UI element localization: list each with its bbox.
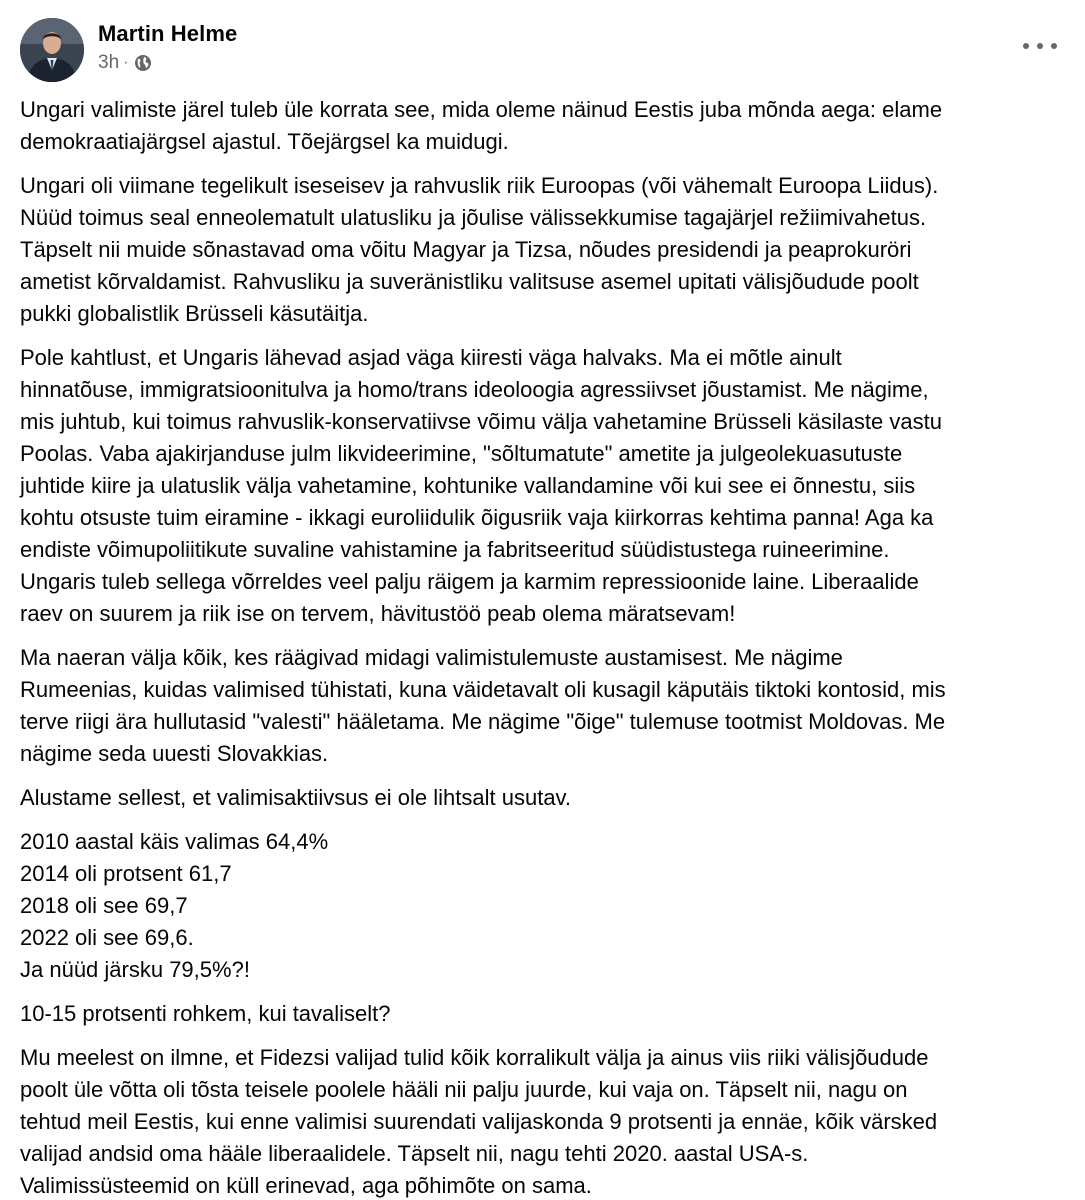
more-horizontal-icon [1023,43,1029,49]
turnout-line: 2014 oli protsent 61,7 [20,861,232,886]
turnout-line: 2018 oli see 69,7 [20,893,188,918]
post-subline [98,52,237,74]
more-horizontal-icon [1051,43,1057,49]
turnout-line: Ja nüüd järsku 79,5%?! [20,957,250,982]
separator-dot: · [123,54,129,71]
turnout-line: 2010 aastal käis valimas 64,4% [20,829,329,854]
turnout-line: 2022 oli see 69,6. [20,925,194,950]
globe-icon[interactable] [134,54,152,72]
post-paragraph: Mu meelest on ilmne, et Fidezsi valijad tulid kõik korralikult välja ja ainus viis riiki välisjõudude poolt üle võtta oli tõsta teisele poolele hääli nii palju juurde, kui vaja on. Täpselt nii, nagu on tehtud meil Eestis, kui enne valimisi suurendati valijaskonda 9 protsenti ja ennäe, kõik värsked valijad andsid oma hääle liberaalidele. Täpselt nii, nagu tehti 2020. aastal USA-s. Valimissüsteemid on küll erinevad, aga põhimõte on sama. [20,1045,938,1198]
post-paragraph: Ma naeran välja kõik, kes räägivad midagi valimistulemuste austamisest. Me nägime Rumeenias, kuidas valimised tühistati, kuna väidetavalt oli kusagil käputäis tiktoki kontosid, mis terve riigi ära hullutasid "valesti" hääletama. Me nägime "õige" tulemuse tootmist Moldovas. Me nägime seda uuesti Slovakkias. [20,645,946,766]
post-meta [98,18,237,74]
post-paragraph: Pole kahtlust, et Ungaris lähevad asjad väga kiiresti väga halvaks. Ma ei mõtle ainult hinnatõuse, immigratsioonitulva ja homo/trans ideoloogia agressiivset jõustamist. Me nägime, mis juhtub, kui toimus rahvuslik-konservatiivse võimu välja vahetamine Brüsseli käsilaste vastu Poolas. Vaba ajakirjanduse julm likvideerimine, "sõltumatute" ametite ja julgeolekuasutuste juhtide kiire ja ulatuslik välja vahetamine, kohtunike vallandamine või kui see ei õnnestu, siis kohtu otsuste tuim eiramine - ikkagi euroliidulik õigusriik vaja kiirkorras kehtima panna! Aga ka endiste võimupoliitikute suvaline vahistamine ja fabritseeritud süüdistustega ruineerimine. Ungaris tuleb sellega võrreldes veel palju räigem ja karmim repressioonide laine. Liberaalide raev on suurem ja riik ise on tervem, hävitustöö peab olema märatsevam! [20,345,942,626]
author-name[interactable]: Martin Helme [98,21,238,46]
post-content [20,94,1070,1200]
post-paragraph: 10-15 protsenti rohkem, kui tavaliselt? [20,1001,391,1026]
more-options-button[interactable] [1023,36,1057,56]
post-time[interactable]: 3h [98,52,120,73]
avatar-image [20,18,84,82]
turnout-list [20,826,1070,986]
post-header [20,18,237,82]
post-paragraph: Alustame sellest, et valimisaktiivsus ei ole lihtsalt usutav. [20,785,572,810]
more-horizontal-icon [1037,43,1043,49]
avatar[interactable] [20,18,84,82]
post-paragraph: Ungari valimiste järel tuleb üle korrata see, mida oleme näinud Eestis juba mõnda aega: elame demokraatiajärgsel ajastul. Tõejärgsel ka muidugi. [20,97,943,154]
post-paragraph: Ungari oli viimane tegelikult iseseisev ja rahvuslik riik Euroopas (või vähemalt Euroopa Liidus). Nüüd toimus seal enneolematult ulatusliku ja jõulise välissekkumise tagajärjel režiimivahetus. Täpselt nii muide sõnastavad oma võitu Magyar ja Tizsa, nõudes presidendi ja peaprokuröri ametist kõrvaldamist. Rahvusliku ja suveränistliku valitsuse asemel upitati välisjõudude poolt pukki globalistlik Brüsseli käsutäitja. [20,173,939,326]
